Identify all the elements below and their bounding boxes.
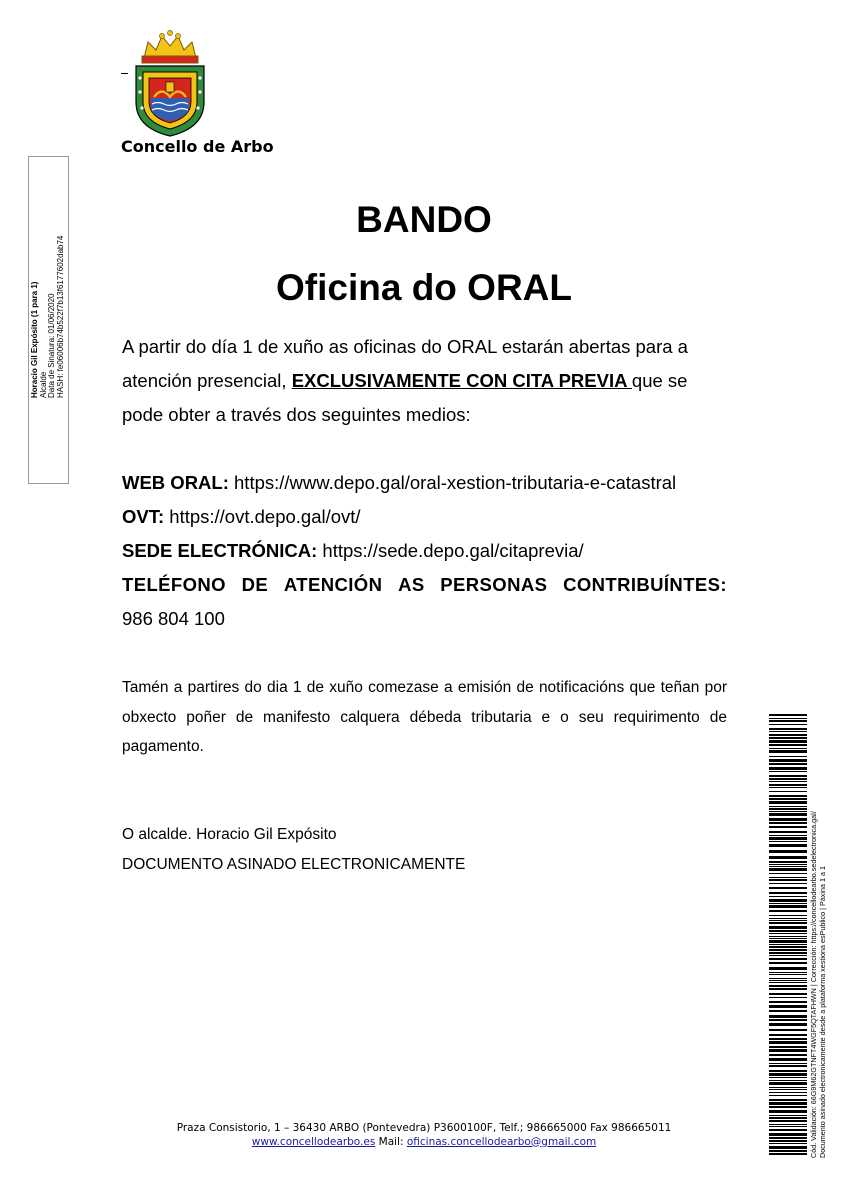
validation-platform-line: Documento asinado electronicamente desde a plataforma xestiona esPublico | Páxina 1 a 1 xyxy=(817,866,827,1158)
barcode-bar xyxy=(769,997,807,998)
barcode-bar xyxy=(769,1099,807,1101)
barcode-bar xyxy=(769,767,807,770)
header-dash xyxy=(121,73,128,74)
organization-name: Concello de Arbo xyxy=(121,137,274,156)
channel-ovt-label: OVT: xyxy=(122,506,165,527)
coat-of-arms-icon xyxy=(130,30,210,140)
channel-web-label: WEB ORAL: xyxy=(122,472,229,493)
barcode-bar xyxy=(769,1063,807,1064)
barcode-bar xyxy=(769,952,807,954)
intro-emphasis: EXCLUSIVAMENTE CON CITA PREVIA xyxy=(291,370,632,391)
barcode-bar xyxy=(769,748,807,749)
footer-website-link[interactable]: www.concellodearbo.es xyxy=(251,1135,376,1148)
barcode-bar xyxy=(769,1153,807,1155)
barcode-bar xyxy=(769,1005,807,1008)
channel-sede-url[interactable]: https://sede.depo.gal/citaprevia/ xyxy=(317,540,584,561)
barcode-bar xyxy=(769,1080,807,1081)
footer-email-link[interactable]: oficinas.concellodearbo@gmail.com xyxy=(406,1135,597,1148)
barcode-bar xyxy=(769,985,807,987)
barcode-bar xyxy=(769,1054,807,1056)
barcode-bar xyxy=(769,933,807,934)
barcode-bar xyxy=(769,737,807,739)
notification-paragraph: Tamén a partires do dia 1 de xuño comezase a emisión de notificacións que teñan por obxecto poñer de manifesto calquera débeda tributaria e o seu requirimento de pagamento. xyxy=(122,679,727,755)
signature-date: Data de Sinatura: 01/06/2020 xyxy=(47,293,56,398)
barcode-bar xyxy=(769,903,807,904)
barcode-bar xyxy=(769,877,807,878)
barcode-bar xyxy=(769,831,807,833)
signature-stamp-text xyxy=(31,98,65,398)
barcode-bar xyxy=(769,1115,807,1116)
barcode-bar xyxy=(769,967,807,970)
channel-ovt xyxy=(122,500,727,534)
barcode-bar xyxy=(769,1046,807,1048)
validation-code-line: Cód. Validación: 66G9M62GTNFT4WGF5QTAFHWN | Corrección: https://concellodearbo.sedelectronica.gal/ xyxy=(809,811,818,1158)
barcode-bar xyxy=(769,918,807,919)
barcode-bar xyxy=(769,856,807,859)
channel-ovt-url[interactable]: https://ovt.depo.gal/ovt/ xyxy=(164,506,361,527)
barcode-bar xyxy=(769,1106,807,1108)
phone-label-word: CONTRIBUÍNTES: xyxy=(563,574,727,595)
barcode-bar xyxy=(769,1087,807,1088)
barcode-bar xyxy=(769,1095,807,1096)
barcode-bar xyxy=(769,899,807,902)
barcode-bar xyxy=(769,873,807,874)
barcode-bar xyxy=(769,1049,807,1052)
barcode-bar xyxy=(769,1117,807,1119)
barcode-bar xyxy=(769,1077,807,1078)
phone-label-word: AS xyxy=(398,574,425,595)
barcode-bar xyxy=(769,744,807,746)
barcode-bar xyxy=(769,978,807,979)
barcode-bar xyxy=(769,775,807,777)
barcode-bar xyxy=(769,791,807,792)
barcode-bar xyxy=(769,784,807,786)
footer-address: Praza Consistorio, 1 – 36430 ARBO (Pontevedra) P3600100F, Telf.; 986665000 Fax 986665011 xyxy=(176,1122,672,1134)
footer-mail-label: Mail: xyxy=(375,1135,407,1148)
barcode-bar xyxy=(769,1029,807,1031)
barcode-bar xyxy=(769,731,807,732)
barcode-bar xyxy=(769,826,807,828)
barcode-bar xyxy=(769,1092,807,1093)
barcode-bar xyxy=(769,718,807,719)
closing-block xyxy=(122,820,465,879)
barcode-bar xyxy=(769,1038,807,1040)
barcode-bar xyxy=(769,936,807,937)
barcode-bar xyxy=(769,949,807,951)
barcode-bar xyxy=(769,962,807,964)
barcode-bar xyxy=(769,864,807,865)
channel-phone-label xyxy=(122,568,727,602)
barcode-bar xyxy=(769,905,807,908)
barcode-bar xyxy=(769,868,807,871)
barcode-bar xyxy=(769,930,807,932)
channel-web-url[interactable]: https://www.depo.gal/oral-xestion-tributaria-e-catastral xyxy=(228,472,677,493)
barcode-bar xyxy=(769,1019,807,1021)
barcode-bar xyxy=(769,1150,807,1152)
barcode-bar xyxy=(769,988,807,990)
barcode-bar xyxy=(769,811,807,812)
barcode-bar xyxy=(769,887,807,889)
intro-text-after: que se pode obter a través dos seguintes medios: xyxy=(122,370,688,425)
barcode-bar xyxy=(769,740,807,743)
barcode-bar xyxy=(769,993,807,995)
document-title: BANDO xyxy=(356,199,492,240)
barcode-bar xyxy=(769,955,807,956)
channel-web xyxy=(122,466,727,500)
barcode-bar xyxy=(769,734,807,736)
phone-label-word: TELÉFONO xyxy=(122,574,226,595)
barcode-bar xyxy=(769,798,807,800)
channel-sede xyxy=(122,534,727,568)
signature-role: Alcalde xyxy=(38,371,48,398)
barcode-bar xyxy=(769,926,807,929)
barcode-bar xyxy=(769,728,807,730)
barcode-bar xyxy=(769,850,807,853)
barcode-bar xyxy=(769,714,807,716)
barcode-bar xyxy=(769,1082,807,1085)
barcode-bar xyxy=(769,946,807,948)
footer-contact xyxy=(0,1136,848,1150)
barcode-bar xyxy=(769,822,807,824)
barcode-bar xyxy=(769,781,807,782)
phone-label-word: DE xyxy=(241,574,269,595)
barcode-bar xyxy=(769,1015,807,1018)
barcode-bar xyxy=(769,879,807,881)
barcode-bar xyxy=(769,771,807,772)
barcode-bar xyxy=(769,801,807,804)
barcode-bar xyxy=(769,922,807,924)
barcode-bar xyxy=(769,958,807,960)
barcode-bar xyxy=(769,841,807,842)
barcode-bar xyxy=(769,844,807,847)
barcode-bar xyxy=(769,980,807,981)
barcode-bar xyxy=(769,861,807,863)
barcode-bar xyxy=(769,1065,807,1067)
barcode-bar xyxy=(769,1102,807,1105)
signer-line: O alcalde. Horacio Gil Expósito xyxy=(122,826,337,843)
barcode-bar xyxy=(769,1023,807,1026)
barcode-bar xyxy=(769,808,807,810)
barcode-bar xyxy=(769,915,807,916)
barcode-bar xyxy=(769,813,807,816)
intro-text-before: A partir do día 1 de xuño as oficinas do ORAL estarán abertas para a atención presencial, xyxy=(122,336,688,391)
barcode-bar xyxy=(769,1073,807,1076)
barcode-bar xyxy=(769,892,807,894)
barcode-bar xyxy=(769,883,807,884)
phone-label-word: PERSONAS xyxy=(440,574,548,595)
page-footer xyxy=(0,1122,848,1149)
barcode-bar xyxy=(769,1010,807,1012)
channel-sede-label: SEDE ELECTRÓNICA: xyxy=(122,540,318,561)
barcode-bar xyxy=(769,1058,807,1061)
barcode-bar xyxy=(769,720,807,722)
signature-hash: HASH: fe06006b74b522f7b13f6177602dab74 xyxy=(55,235,65,398)
barcode-bar xyxy=(769,1089,807,1090)
contact-channels xyxy=(122,466,727,636)
barcode-bar xyxy=(769,787,807,788)
barcode-bar xyxy=(769,806,807,807)
barcode-bar xyxy=(769,778,807,780)
barcode-bar xyxy=(769,1001,807,1003)
validation-text xyxy=(810,718,827,1158)
barcode-bar xyxy=(769,1041,807,1044)
channel-phone-number: 986 804 100 xyxy=(122,608,225,629)
barcode-bar xyxy=(769,938,807,939)
barcode-bar xyxy=(769,756,807,757)
barcode-bar xyxy=(769,750,807,753)
phone-label-word: ATENCIÓN xyxy=(283,574,383,595)
barcode-icon xyxy=(769,714,807,1158)
intro-paragraph xyxy=(122,330,727,432)
barcode-bar xyxy=(769,910,807,912)
barcode-bar xyxy=(769,972,807,973)
barcode-bar xyxy=(769,818,807,821)
barcode-bar xyxy=(769,837,807,840)
barcode-bar xyxy=(769,1070,807,1072)
barcode-bar xyxy=(769,1110,807,1113)
barcode-bar xyxy=(769,763,807,765)
barcode-bar xyxy=(769,944,807,945)
barcode-bar xyxy=(769,896,807,897)
barcode-bar xyxy=(769,866,807,867)
barcode-bar xyxy=(769,940,807,943)
barcode-bar xyxy=(769,974,807,975)
barcode-bar xyxy=(769,795,807,797)
signature-signer: Horacio Gil Expósito (1 para 1) xyxy=(30,281,39,398)
barcode-bar xyxy=(769,724,807,725)
barcode-bar xyxy=(769,920,807,921)
signed-statement: DOCUMENTO ASINADO ELECTRONICAMENTE xyxy=(122,855,466,873)
barcode-bar xyxy=(769,759,807,762)
document-subtitle: Oficina do ORAL xyxy=(276,267,572,308)
barcode-bar xyxy=(769,1034,807,1036)
barcode-bar xyxy=(769,835,807,836)
barcode-bar xyxy=(769,982,807,983)
